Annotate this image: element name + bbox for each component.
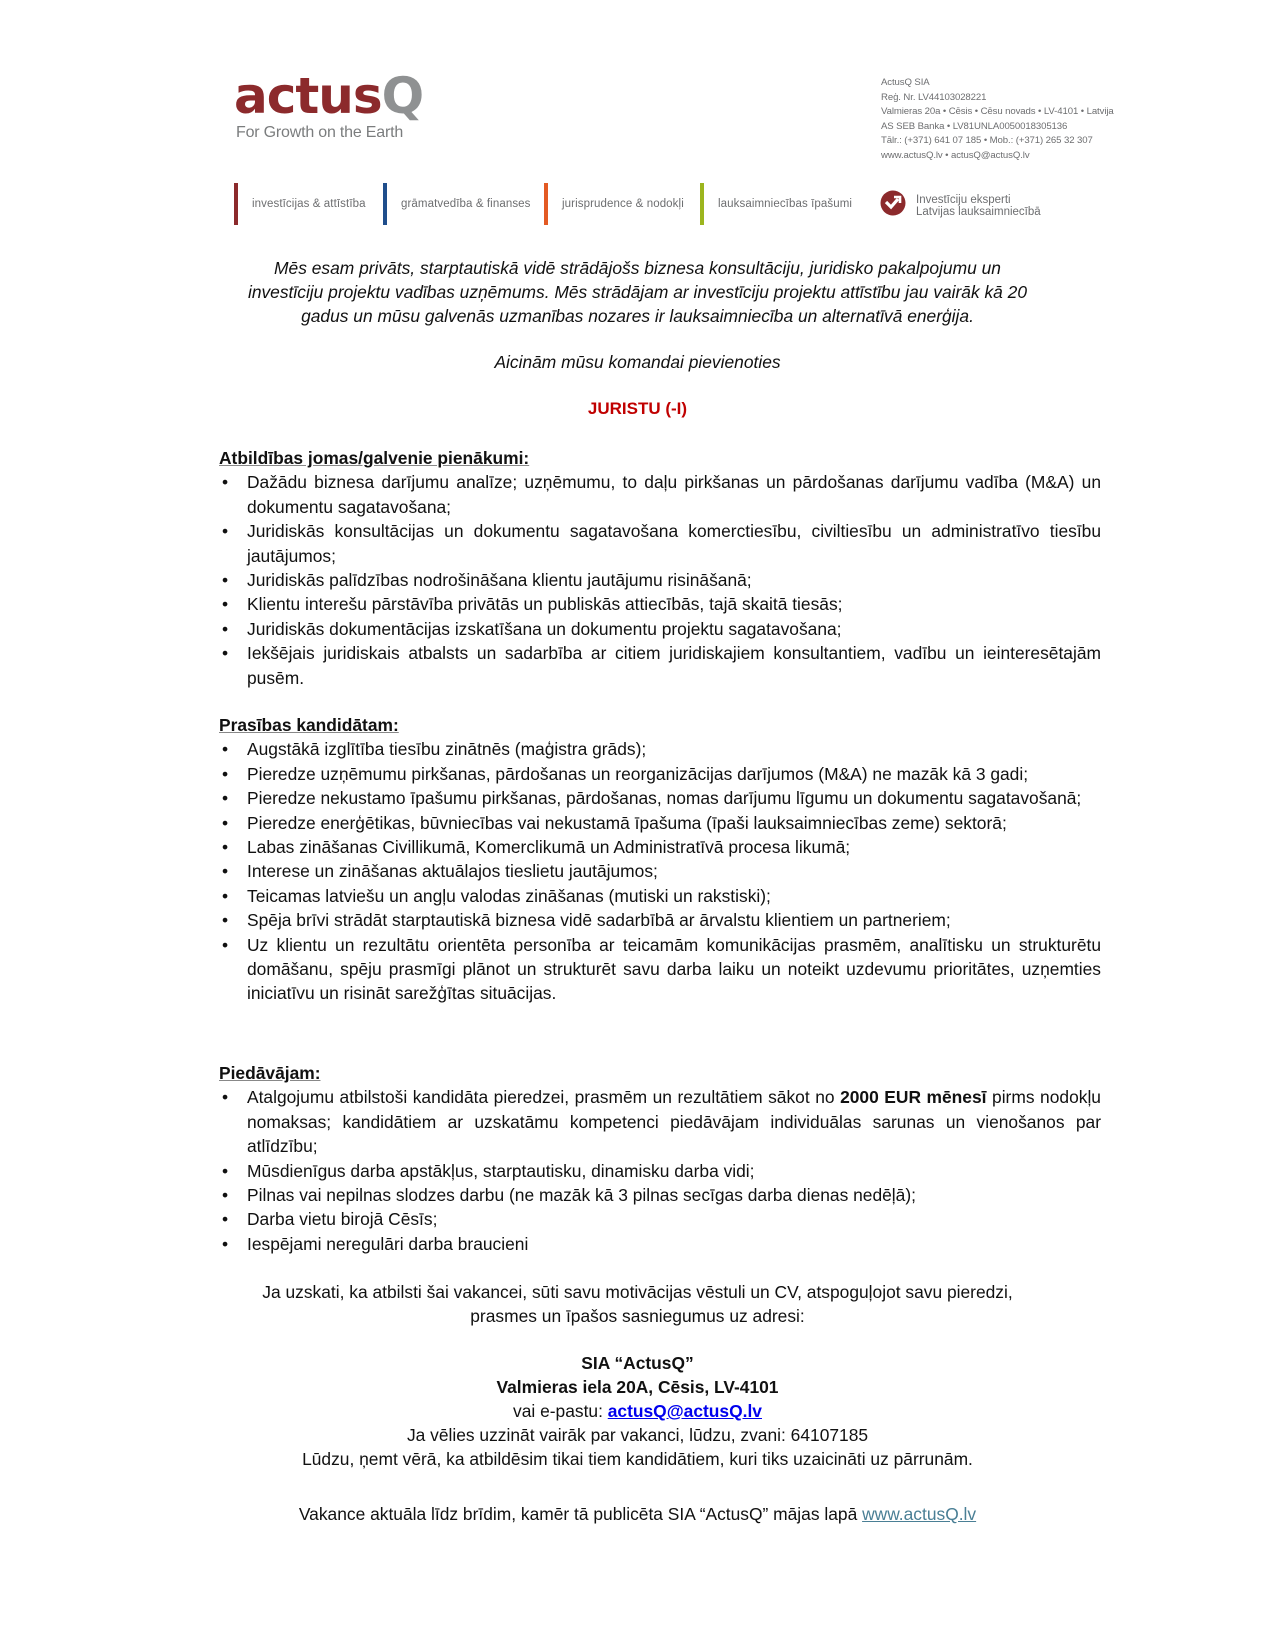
- list-item: • Juridiskās dokumentācijas izskatīšana un dokumentu projektu sagatavošana;: [219, 617, 1101, 641]
- list-item: • Dažādu biznesa darījumu analīze; uzņēmumu, to daļu pirkšanas un pārdošanas darījumu vadība (M&A) un dokumentu sagatavošana;: [222, 472, 1101, 517]
- bullet-icon: •: [222, 1209, 229, 1230]
- requirements-list: [219, 737, 1101, 1005]
- section-heading: Piedāvājam:: [219, 1063, 321, 1083]
- bullet-icon: •: [222, 1160, 229, 1181]
- contact-block: [0, 1351, 1275, 1471]
- job-title: JURISTU (-I): [587, 399, 688, 418]
- apply-instructions: [0, 1280, 1275, 1328]
- list-item: • Pilnas vai nepilnas slodzes darbu (ne mazāk kā 3 pilnas secīgas darba dienas nedēļā);: [219, 1183, 1101, 1207]
- intro-line: gadus un mūsu galvenās uzmanības nozares ir lauksaimniecība un alternatīvā enerģija.: [301, 306, 974, 326]
- bullet-icon: •: [222, 812, 229, 833]
- nav-label: investīcijas & attīstība: [252, 198, 366, 210]
- apply-line: Ja uzskati, ka atbilsti šai vakancei, sūti savu motivācijas vēstuli un CV, atspoguļojot savu pieredzi,: [262, 1282, 1013, 1302]
- bullet-icon: •: [222, 861, 229, 882]
- bullet-icon: •: [222, 910, 229, 931]
- salary-amount: 2000 EUR mēnesī: [840, 1087, 987, 1108]
- list-item: • Iespējami neregulāri darba braucieni: [219, 1232, 1101, 1256]
- logo-tagline: For Growth on the Earth: [236, 124, 404, 141]
- list-item: • Pieredze uzņēmumu pirkšanas, pārdošanas un reorganizācijas darījumos (M&A) ne mazāk kā 3 gadi;: [219, 762, 1101, 786]
- nav-color-bar: [544, 183, 548, 225]
- email-link[interactable]: actusQ@actusQ.lv: [607, 1401, 762, 1421]
- nav-item-accounting: [383, 183, 531, 225]
- intro-line: Mēs esam privāts, starptautiskā vidē strādājošs biznesa konsultāciju, juridisko pakalpojumu un: [274, 258, 1001, 278]
- list-item: • Juridiskās palīdzības nodrošināšana klientu jautājumu risināšanā;: [219, 568, 1101, 592]
- section-heading: Atbildības jomas/galvenie pienākumi:: [219, 448, 530, 468]
- offer-section: [219, 1061, 1101, 1256]
- bullet-icon: •: [222, 618, 229, 639]
- web-and-email: www.actusQ.lv • actusQ@actusQ.lv: [881, 149, 1030, 161]
- arrow-check-icon: [880, 190, 906, 221]
- list-item: • Spēja brīvi strādāt starptautiskā biznesa vidē sadarbībā ar ārvalstu klientiem un partneriem;: [219, 908, 1101, 932]
- list-item: • Augstākā izglītība tiesību zinātnēs (maģistra grāds);: [219, 737, 1101, 761]
- list-item: • Darba vietu birojā Cēsīs;: [219, 1207, 1101, 1231]
- company-name: ActusQ SIA: [881, 77, 930, 88]
- contact-company: SIA “ActusQ”: [581, 1353, 694, 1373]
- bullet-icon: •: [222, 739, 229, 760]
- contact-address: Valmieras iela 20A, Cēsis, LV-4101: [496, 1377, 779, 1397]
- bullet-icon: •: [222, 837, 229, 858]
- nav-label: jurisprudence & nodokļi: [562, 198, 684, 210]
- list-item: • Teicamas latviešu un angļu valodas zināšanas (mutiski un rakstiski);: [219, 884, 1101, 908]
- nav-item-agriculture: [700, 183, 852, 225]
- bullet-icon: •: [222, 521, 229, 542]
- phone-numbers: Tālr.: (+371) 641 07 185 • Mob.: (+371) 265 32 307: [881, 135, 1093, 147]
- phone-line: Ja vēlies uzzināt vairāk par vakanci, lūdzu, zvani: 64107185: [406, 1425, 869, 1445]
- email-line: vai e-pastu: actusQ@actusQ.lv: [513, 1401, 762, 1421]
- registration-number: Reģ. Nr. LV44103028221: [881, 91, 987, 103]
- offer-list: [219, 1085, 1101, 1256]
- apply-line: prasmes un īpašos sasniegumus uz adresi:: [470, 1306, 805, 1326]
- intro-line: investīciju projektu vadības uzņēmums. Mēs strādājam ar investīciju projektu attīstību jau vairāk kā 20: [247, 282, 1028, 302]
- list-item: • Iekšējais juridiskais atbalsts un sadarbība ar citiem juridiskajiem konsultantiem, vadību un ieinteresētajām pusēm.: [222, 643, 1101, 688]
- bullet-icon: •: [222, 788, 229, 809]
- list-item: • Mūsdienīgus darba apstākļus, starptautisku, dinamisku darba vidi;: [219, 1159, 1101, 1183]
- logo-word: actus: [234, 67, 382, 125]
- company-info: [881, 76, 1114, 164]
- bullet-icon: •: [222, 472, 229, 493]
- company-logo: [234, 66, 423, 126]
- responsibilities-list: [219, 470, 1101, 690]
- expert-line-2: Latvijas lauksaimniecībā: [916, 205, 1041, 218]
- interview-note: Lūdzu, ņemt vērā, ka atbildēsim tikai tiem kandidātiem, kuri tiks uzaicināti uz pārrunām.: [302, 1449, 973, 1469]
- requirements-section: [219, 713, 1101, 1006]
- bullet-icon: •: [222, 594, 229, 615]
- bullet-icon: •: [222, 570, 229, 591]
- logo-q: Q: [381, 67, 424, 125]
- list-item: • Interese un zināšanas aktuālajos tieslietu jautājumos;: [219, 859, 1101, 883]
- nav-item-investments: [234, 183, 366, 225]
- bullet-icon: •: [222, 643, 229, 664]
- investment-experts-badge: [880, 190, 1041, 221]
- nav-item-law: [544, 183, 684, 225]
- bullet-icon: •: [222, 1185, 229, 1206]
- list-item-salary: • Atalgojumu atbilstoši kandidāta pieredzei, prasmēm un rezultātiem sākot no 2000 EUR mēnesī pirms nodokļu nomaksas; kandidātiem ar uzskatāmu kompetenci piedāvājam individuālas sarunas un vienošanos par atlīdzību;: [222, 1087, 1101, 1157]
- website-link[interactable]: www.actusQ.lv: [862, 1504, 977, 1524]
- list-item: • Pieredze enerģētikas, būvniecības vai nekustamā īpašuma (īpaši lauksaimniecības zeme) sektorā;: [219, 811, 1101, 835]
- invite-text: Aicinām mūsu komandai pievienoties: [494, 352, 781, 372]
- responsibilities-section: [219, 446, 1101, 690]
- list-item: • Uz klientu un rezultātu orientēta personība ar teicamām komunikācijas prasmēm, analītisku un strukturētu domāšanu, spēju prasmīgi plānot un strukturēt savu darba laiku un noteikt uzdevumu prioritātes, uzņemties iniciatīvu un risināt sarežģītas situācijas.: [222, 934, 1101, 1004]
- validity-line: Vakance aktuāla līdz brīdim, kamēr tā publicēta SIA “ActusQ” mājas lapā www.actusQ.lv: [298, 1504, 977, 1524]
- expert-line-1: Investīciju eksperti: [916, 193, 1011, 206]
- nav-label: lauksaimniecības īpašumi: [718, 198, 853, 210]
- bullet-icon: •: [222, 1233, 229, 1254]
- nav-color-bar: [383, 183, 387, 225]
- nav-color-bar: [700, 183, 704, 225]
- list-item: • Pieredze nekustamo īpašumu pirkšanas, pārdošanas, nomas darījumu līgumu un dokumentu sagatavošanā;: [219, 786, 1101, 810]
- company-address: Valmieras 20a • Cēsis • Cēsu novads • LV-4101 • Latvija: [881, 106, 1114, 118]
- list-item: • Juridiskās konsultācijas un dokumentu sagatavošana komerctiesību, civiltiesību un administratīvo tiesību jautājumos;: [222, 521, 1101, 566]
- nav-color-bar: [234, 183, 238, 225]
- bullet-icon: •: [222, 934, 229, 955]
- section-heading: Prasības kandidātam:: [219, 715, 399, 735]
- bullet-icon: •: [222, 1087, 229, 1108]
- bullet-icon: •: [222, 763, 229, 784]
- list-item: • Klientu interešu pārstāvība privātās un publiskās attiecībās, tajā skaitā tiesās;: [219, 592, 1101, 616]
- bank-account: AS SEB Banka • LV81UNLA0050018305136: [881, 120, 1068, 132]
- bullet-icon: •: [222, 885, 229, 906]
- list-item: • Labas zināšanas Civillikumā, Komerclikumā un Administratīvā procesa likumā;: [219, 835, 1101, 859]
- intro-paragraph: [0, 256, 1275, 328]
- nav-label: grāmatvedība & finanses: [401, 198, 531, 210]
